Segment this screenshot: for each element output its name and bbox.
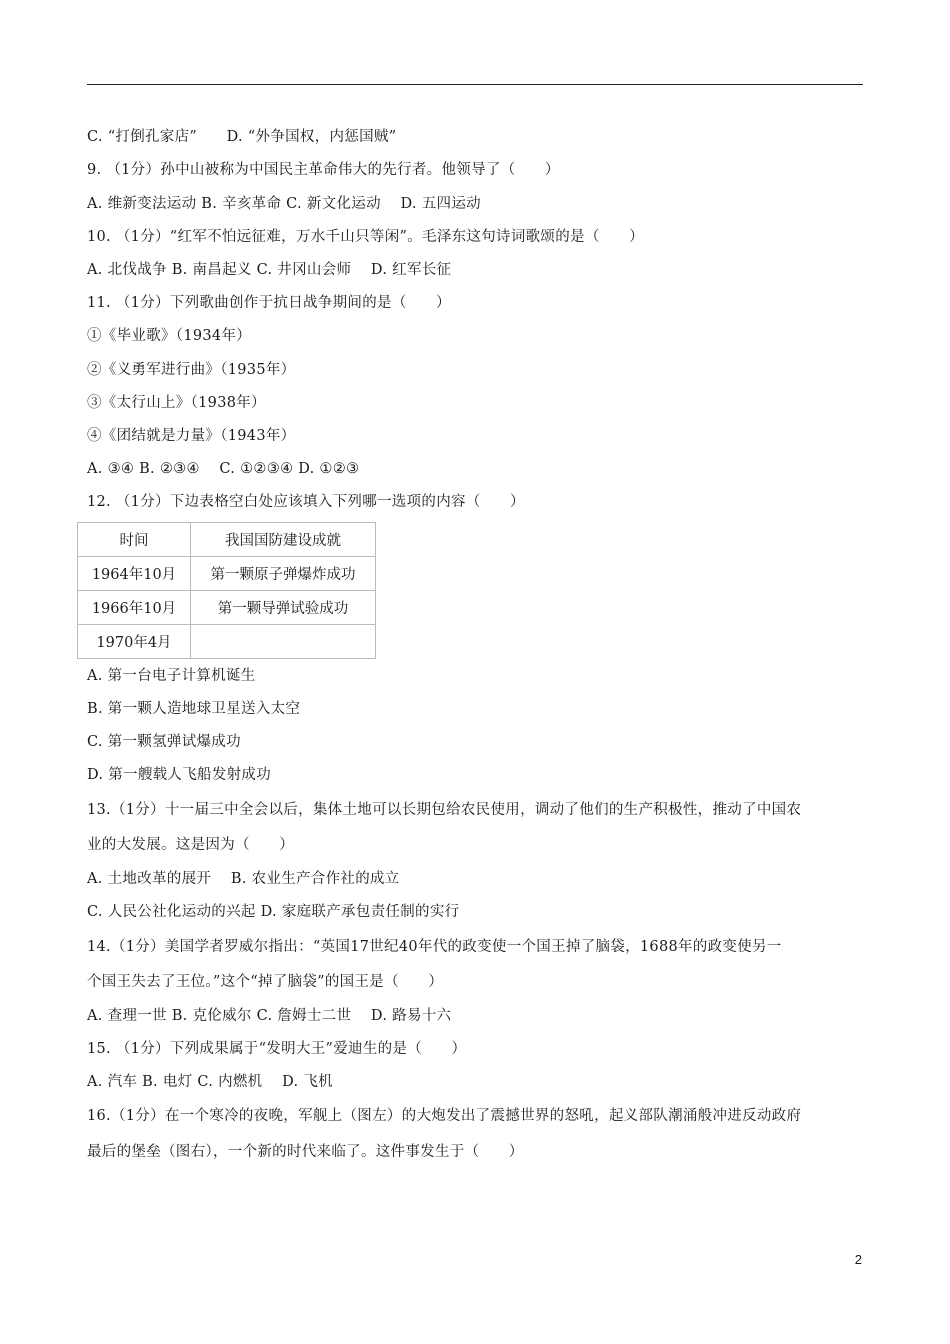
table-header-row [78, 523, 376, 557]
q11-item-2: ②《义勇军进行曲》（1935年） [87, 362, 296, 378]
table-cell: 1966年10月 [78, 591, 191, 625]
table-row [78, 591, 376, 625]
q11-stem: 11. （1分）下列歌曲创作于抗日战争期间的是（ ） [87, 295, 451, 311]
table-cell: 1970年4月 [78, 625, 191, 659]
q11-item-4: ④《团结就是力量》（1943年） [87, 428, 296, 444]
q9-options: A. 维新变法运动 B. 辛亥革命 C. 新文化运动 D. 五四运动 [87, 196, 481, 212]
q12-option-a: A. 第一台电子计算机诞生 [87, 668, 256, 684]
table-header-time: 时间 [78, 523, 191, 557]
q11-item-3: ③《太行山上》（1938年） [87, 395, 266, 411]
table-cell: 1964年10月 [78, 557, 191, 591]
q13-options-ab: A. 土地改革的展开 B. 农业生产合作社的成立 [87, 871, 400, 887]
q10-options: A. 北伐战争 B. 南昌起义 C. 井冈山会师 D. 红军长征 [87, 262, 452, 278]
q14-stem-line1: 14.（1分）美国学者罗威尔指出：“英国17世纪40年代的政变使一个国王掉了脑袋，1688年的政变使另一 [87, 939, 782, 955]
q10-stem: 10. （1分）“红军不怕远征难，万水千山只等闲”。毛泽东这句诗词歌颂的是（ ） [87, 229, 644, 245]
q15-options: A. 汽车 B. 电灯 C. 内燃机 D. 飞机 [87, 1074, 333, 1090]
q11-item-1: ①《毕业歌》（1934年） [87, 328, 252, 344]
q11-options: A. ③④ B. ②③④ C. ①②③④ D. ①②③ [87, 461, 360, 477]
q16-stem-line2: 最后的堡垒（图右），一个新的时代来临了。这件事发生于（ ） [87, 1144, 524, 1160]
q13-options-cd: C. 人民公社化运动的兴起 D. 家庭联产承包责任制的实行 [87, 904, 460, 920]
q14-options: A. 查理一世 B. 克伦威尔 C. 詹姆士二世 D. 路易十六 [87, 1008, 452, 1024]
table-row [78, 625, 376, 659]
q12-option-c: C. 第一颗氢弹试爆成功 [87, 734, 241, 750]
q12-option-b: B. 第一颗人造地球卫星送入太空 [87, 701, 301, 717]
table-cell: 第一颗原子弹爆炸成功 [191, 557, 376, 591]
q8-options-cd: C. “打倒孔家店” D. “外争国权，内惩国贼” [87, 129, 397, 145]
table-header-achievement: 我国国防建设成就 [191, 523, 376, 557]
q13-stem-line1: 13.（1分）十一届三中全会以后，集体土地可以长期包给农民使用，调动了他们的生产积极性，推动了中国农 [87, 802, 802, 818]
q12-option-d: D. 第一艘载人飞船发射成功 [87, 767, 272, 783]
q14-stem-line2: 个国王失去了王位。”这个“掉了脑袋”的国王是（ ） [87, 974, 444, 990]
defense-achievements-table [77, 522, 376, 659]
table-row [78, 557, 376, 591]
q13-stem-line2: 业的大发展。这是因为（ ） [87, 837, 295, 853]
table-cell-blank [191, 625, 376, 659]
q12-stem: 12. （1分）下边表格空白处应该填入下列哪一选项的内容（ ） [87, 494, 525, 510]
q9-stem: 9. （1分）孙中山被称为中国民主革命伟大的先行者。他领导了（ ） [87, 162, 560, 178]
header-rule [87, 84, 863, 85]
q16-stem-line1: 16.（1分）在一个寒冷的夜晚，军舰上（图左）的大炮发出了震撼世界的怒吼，起义部队潮涌般冲进反动政府 [87, 1108, 802, 1124]
table-cell: 第一颗导弹试验成功 [191, 591, 376, 625]
page-number: 2 [854, 1252, 862, 1267]
q15-stem: 15. （1分）下列成果属于“发明大王”爱迪生的是（ ） [87, 1041, 467, 1057]
